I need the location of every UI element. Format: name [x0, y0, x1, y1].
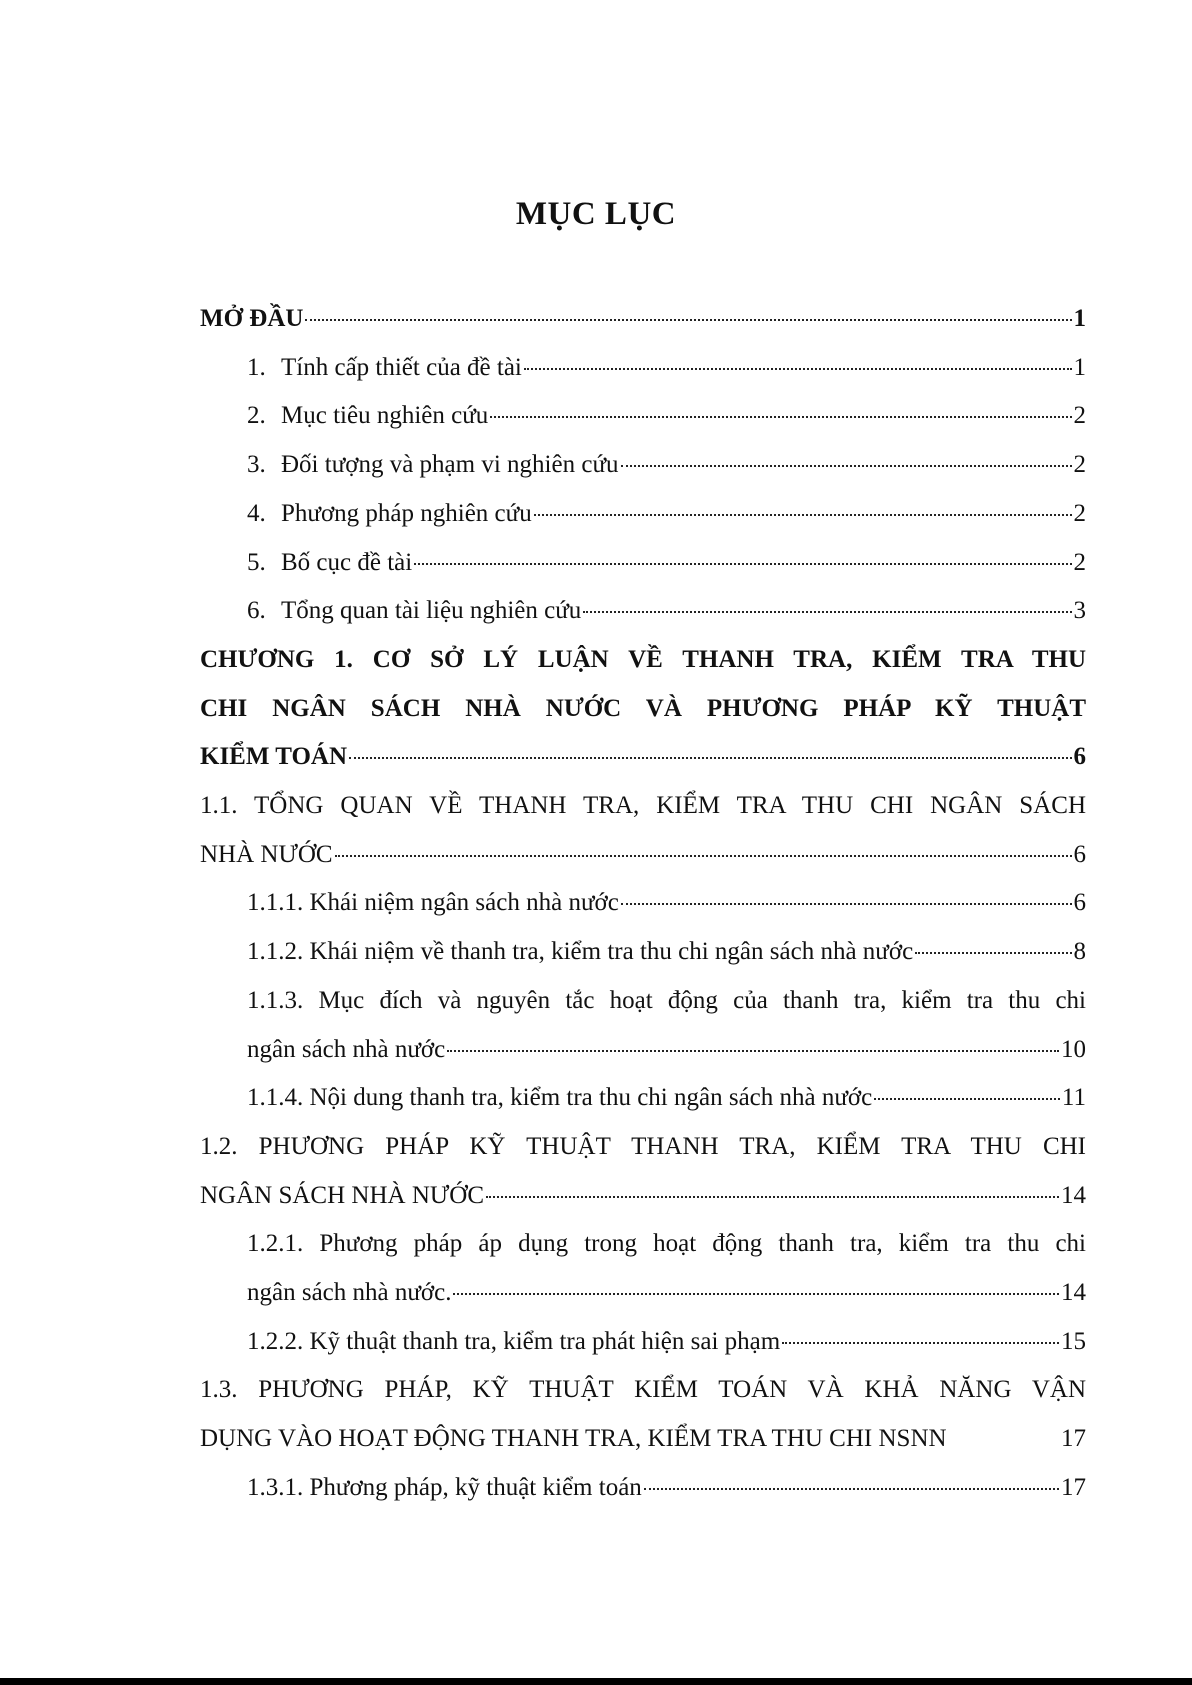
toc-entry-text: [247, 1318, 780, 1367]
toc-entry-text: KIỂM TOÁN: [200, 743, 348, 771]
toc-entry[interactable]: [200, 1318, 1086, 1367]
toc-entry[interactable]: [200, 587, 1086, 636]
dot-leader: [782, 1342, 1059, 1344]
toc-entry-row: [247, 1318, 1086, 1367]
toc-page-number: 17: [1061, 1473, 1086, 1501]
toc-entry-title: Đối tượng và phạm vi nghiên cứu: [281, 451, 619, 479]
toc-entry-row: [200, 831, 1086, 880]
toc-entry-text: DỤNG VÀO HOẠT ĐỘNG THANH TRA, KIỂM TRA THU CHI NSNN: [200, 1425, 947, 1453]
toc-entry-text: [247, 587, 581, 636]
dot-leader: [490, 416, 1071, 418]
toc-entry[interactable]: [200, 1074, 1086, 1123]
toc-entry[interactable]: [200, 441, 1086, 490]
toc-entry-row: [200, 733, 1086, 782]
toc-entry-title: 1.1.1. Khái niệm ngân sách nhà nước: [247, 889, 619, 917]
toc-entry-row: [247, 1464, 1086, 1513]
toc-entry-title: Bố cục đề tài: [281, 548, 413, 576]
toc-entry-row: [247, 490, 1086, 539]
toc-entry-title: Tổng quan tài liệu nghiên cứu: [281, 597, 582, 625]
dot-leader: [447, 1050, 1059, 1052]
toc-entry-text: [200, 295, 303, 344]
toc-entry-row: [247, 344, 1086, 393]
toc-entry-title: Tính cấp thiết của đề tài: [281, 353, 522, 381]
dot-leader: [486, 1196, 1059, 1198]
toc-page-number: 2: [1073, 548, 1086, 576]
toc-entry-number: 2.: [247, 402, 266, 430]
dot-leader: [335, 855, 1072, 857]
dot-leader: [414, 563, 1071, 565]
toc-page-number: 14: [1061, 1279, 1086, 1307]
dot-leader: [583, 611, 1071, 613]
toc-entry-row: [247, 879, 1086, 928]
toc-page-number: 11: [1061, 1084, 1086, 1112]
toc-entry-line: 1.2.1. Phương pháp áp dụng trong hoạt động thanh tra, kiểm tra thu chi: [247, 1230, 1086, 1258]
toc-page-number: 2: [1073, 499, 1086, 527]
toc-entry-line: 1.1. TỔNG QUAN VỀ THANH TRA, KIỂM TRA THU CHI NGÂN SÁCH: [200, 792, 1086, 820]
toc-page-number: 15: [1061, 1327, 1086, 1355]
toc-page-number: 10: [1061, 1035, 1086, 1063]
toc-entry-number: 5.: [247, 548, 266, 576]
toc-entry-title: Mục tiêu nghiên cứu: [281, 402, 489, 430]
toc-entry[interactable]: [200, 539, 1086, 588]
toc-entry[interactable]: [200, 879, 1086, 928]
toc-entry-number: 3.: [247, 451, 266, 479]
dot-leader: [621, 903, 1072, 905]
dot-leader: [621, 465, 1072, 467]
toc-entry-line: CHI NGÂN SÁCH NHÀ NƯỚC VÀ PHƯƠNG PHÁP KỸ THUẬT: [200, 694, 1086, 722]
toc-page-number: 17: [1061, 1425, 1086, 1453]
dot-leader: [453, 1293, 1059, 1295]
toc-entry-number: 4.: [247, 499, 266, 527]
dot-leader: [534, 514, 1072, 516]
toc-page-number: 1: [1073, 305, 1086, 332]
toc-page-number: 3: [1073, 597, 1086, 625]
toc-entry-title: 1.1.2. Khái niệm về thanh tra, kiểm tra thu chi ngân sách nhà nước: [247, 938, 914, 966]
toc-entry-text: [247, 539, 412, 588]
toc-entry-title: Phương pháp nghiên cứu: [281, 499, 532, 527]
toc-entry-row: [247, 539, 1086, 588]
toc-entry[interactable]: [200, 392, 1086, 441]
page-bottom-edge: [0, 1678, 1192, 1685]
toc-entry-row: [247, 392, 1086, 441]
toc-entry-text: [247, 344, 522, 393]
toc-entry-line: CHƯƠNG 1. CƠ SỞ LÝ LUẬN VỀ THANH TRA, KIỂM TRA THU: [200, 645, 1086, 673]
toc-entry-text: [247, 879, 619, 928]
toc-entry[interactable]: [200, 1366, 1086, 1463]
toc-entry-row: [247, 1026, 1086, 1075]
toc-entry[interactable]: [200, 977, 1086, 1074]
toc-entry-number: 6.: [247, 597, 266, 625]
toc-entry-text: NGÂN SÁCH NHÀ NƯỚC: [200, 1181, 484, 1209]
dot-leader: [305, 319, 1071, 321]
toc-entry-text: NHÀ NƯỚC: [200, 840, 333, 868]
toc-entry-row: [247, 441, 1086, 490]
table-of-contents: [200, 295, 1086, 1513]
toc-entry-number: 1.: [247, 353, 266, 381]
page-title: MỤC LỤC: [515, 196, 677, 232]
toc-entry-line: 1.2. PHƯƠNG PHÁP KỸ THUẬT THANH TRA, KIỂM TRA THU CHI: [200, 1132, 1086, 1160]
toc-entry-text: [247, 441, 619, 490]
toc-entry-row: [247, 587, 1086, 636]
toc-entry-row: [200, 1415, 1086, 1464]
toc-entry-title: 1.3.1. Phương pháp, kỹ thuật kiểm toán: [247, 1473, 642, 1501]
toc-page-number: 2: [1073, 451, 1086, 479]
toc-entry[interactable]: [200, 1220, 1086, 1317]
toc-page-number: 6: [1073, 743, 1086, 771]
toc-entry-row: [200, 295, 1086, 344]
dot-leader: [915, 952, 1071, 954]
toc-entry[interactable]: [200, 490, 1086, 539]
toc-page-number: 2: [1073, 402, 1086, 430]
toc-entry-text: [247, 1464, 642, 1513]
toc-entry[interactable]: [200, 1123, 1086, 1220]
toc-entry[interactable]: [200, 782, 1086, 879]
toc-entry-line: 1.3. PHƯƠNG PHÁP, KỸ THUẬT KIỂM TOÁN VÀ KHẢ NĂNG VẬN: [200, 1376, 1086, 1404]
toc-page-number: 6: [1073, 889, 1086, 917]
toc-entry[interactable]: [200, 636, 1086, 782]
dot-leader: [349, 757, 1071, 759]
toc-entry-text: [247, 392, 488, 441]
toc-entry[interactable]: [200, 1464, 1086, 1513]
toc-entry-text: ngân sách nhà nước: [247, 1035, 446, 1063]
toc-entry-text: [247, 490, 532, 539]
dot-leader: [524, 368, 1072, 370]
toc-entry-row: [200, 1172, 1086, 1221]
toc-entry[interactable]: [200, 295, 1086, 344]
toc-page-number: 6: [1073, 840, 1086, 868]
toc-page-number: 8: [1073, 938, 1086, 966]
toc-entry[interactable]: [200, 344, 1086, 393]
toc-entry-text: ngân sách nhà nước.: [247, 1279, 452, 1307]
toc-page-number: 14: [1061, 1181, 1086, 1209]
toc-entry-text: [247, 928, 913, 977]
toc-entry-text: [247, 1074, 872, 1123]
toc-page-number: 1: [1073, 353, 1086, 381]
toc-entry[interactable]: [200, 928, 1086, 977]
toc-entry-row: [247, 1269, 1086, 1318]
dot-leader: [874, 1098, 1060, 1100]
toc-entry-row: [247, 928, 1086, 977]
toc-entry-line: 1.1.3. Mục đích và nguyên tắc hoạt động của thanh tra, kiểm tra thu chi: [247, 986, 1086, 1014]
toc-entry-title: MỞ ĐẦU: [200, 305, 304, 332]
dot-leader: [644, 1488, 1059, 1490]
toc-entry-title: 1.1.4. Nội dung thanh tra, kiểm tra thu chi ngân sách nhà nước: [247, 1084, 873, 1112]
toc-entry-row: [247, 1074, 1086, 1123]
toc-entry-title: 1.2.2. Kỹ thuật thanh tra, kiểm tra phát hiện sai phạm: [247, 1327, 781, 1355]
